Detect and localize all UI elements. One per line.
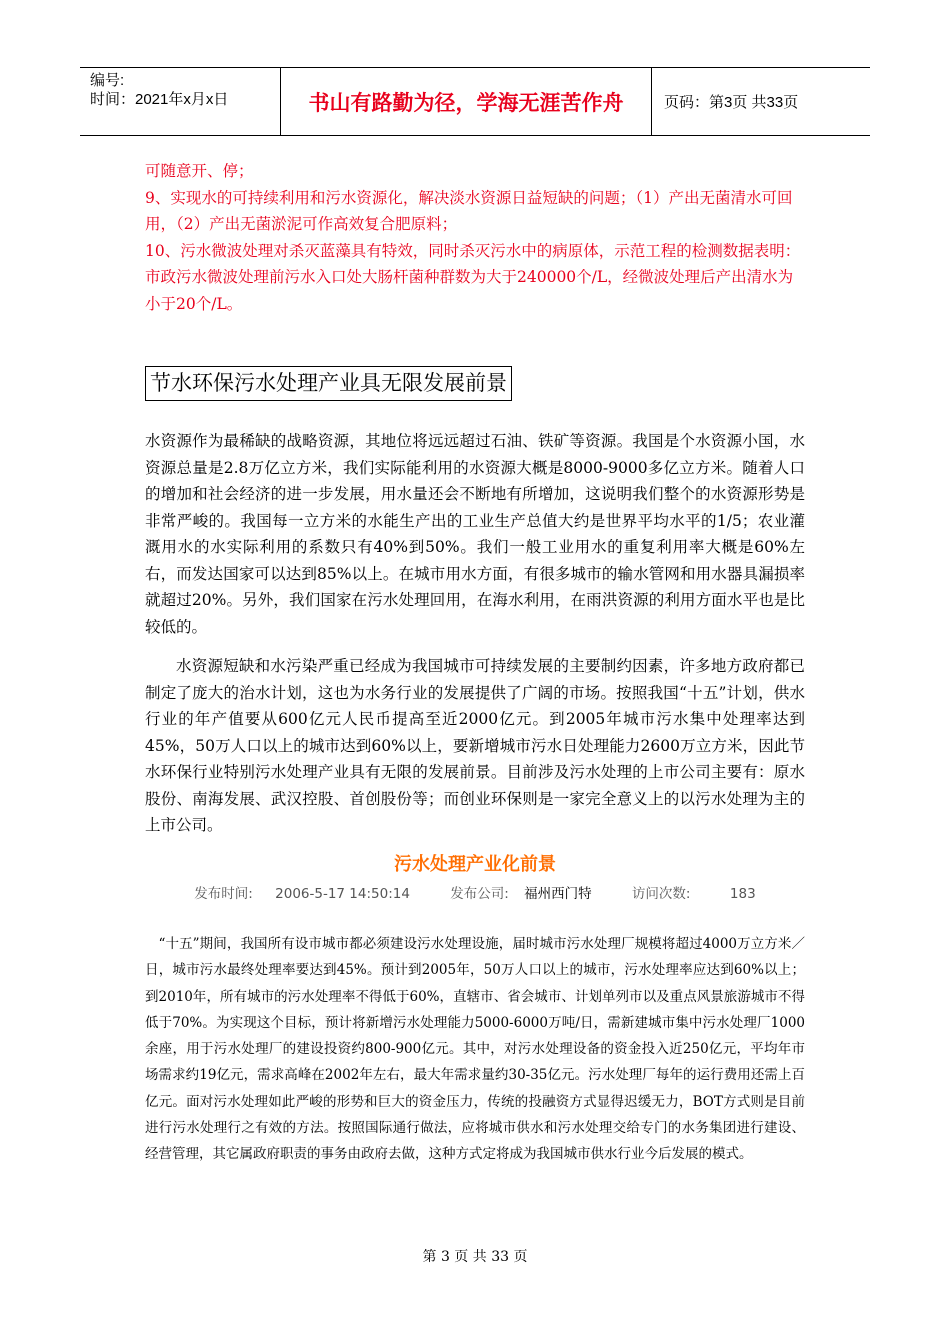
article-title: 污水处理产业化前景 bbox=[394, 854, 556, 875]
paragraph-text: 水资源作为最稀缺的战略资源，其地位将远远超过石油、铁矿等资源。我国是个水资源小国，水资源总量是2.8万亿立方米，我们实际能利用的水资源大概是8000-9000多亿立方米。随着人口的增加和社会经济的进一步发展，用水量还会不断地有所增加，这说明我们整个的水资源形势是非常严峻的。我国每一立方米的水能生产出的工业生产总值大约是世界平均水平的1/5；农业灌溉用水的水实际利用的系数只有40%到50%。我们一般工业用水的重复利用率大概是60%左右，而发达国家可以达到85%以上。在城市用水方面，有很多城市的输水管网和用水器具漏损率就超过20%。另外，我们国家在污水处理回用，在海水利用，在雨洪资源的利用方面水平也是比较低的。 bbox=[145, 432, 805, 636]
publisher-label: 发布公司: bbox=[450, 886, 509, 902]
section-heading: 节水环保污水处理产业具无限发展前景 bbox=[145, 366, 512, 401]
publish-time bbox=[185, 886, 419, 902]
red-list-item: 9、实现水的可持续利用和污水资源化，解决淡水资源日益短缺的问题；（1）产出无菌清水可回用，（2）产出无菌淤泥可作高效复合肥原料； bbox=[145, 188, 793, 233]
header-time: 时间：2021年x月x日 bbox=[90, 91, 229, 108]
visits-label: 访问次数: bbox=[631, 886, 691, 902]
paragraph-text: 水资源短缺和水污染严重已经成为我国城市可持续发展的主要制约因素，许多地方政府都已制定了庞大的治水计划，这也为水务行业的发展提供了广阔的市场。按照我国“十五”计划，供水行业的年产值要从600亿元人民币提高至近2000亿元。到2005年城市污水集中处理率达到45%，50万人口以上的城市达到60%以上，要新增城市污水日处理能力2600万立方米，因此节水环保行业特别污水处理产业具有无限的发展前景。目前涉及污水处理的上市公司主要有：原水股份、南海发展、武汉控股、首创股份等；而创业环保则是一家完全意义上的以污水处理为主的上市公司。 bbox=[145, 657, 805, 834]
body-paragraph bbox=[145, 428, 805, 640]
red-list-item: 10、污水微波处理对杀灭蓝藻具有特效，同时杀灭污水中的病原体，示范工程的检测数据表明：市政污水微波处理前污水入口处大肠杆菌种群数为大于240000个/L，经微波处理后产出清水为小于20个/L。 bbox=[145, 241, 801, 313]
header-meta bbox=[80, 68, 280, 135]
publish-time-value: 2006-5-17 14:50:14 bbox=[275, 886, 410, 902]
body-paragraph bbox=[145, 653, 805, 839]
publish-time-label: 发布时间: bbox=[194, 886, 253, 902]
page-footer: 第 3 页 共 33 页 bbox=[422, 1249, 528, 1265]
publisher-value: 福州西门特 bbox=[524, 886, 592, 902]
red-list-item: 可随意开、停； bbox=[145, 162, 254, 180]
article-paragraph: “十五”期间，我国所有设市城市都必须建设污水处理设施，届时城市污水处理厂规模将超过4000万立方米／日，城市污水最终处理率要达到45%。预计到2005年，50万人口以上的城市，污水处理率应达到60%以上；到2010年，所有城市的污水处理率不得低于60%，直辖市、省会城市、计划单列市以及重点风景旅游城市不得低于70%。为实现这个目标，预计将新增污水处理能力5000-6000万吨/日，需新建城市集中污水处理厂1000余座，用于污水处理厂的建设投资约800-900亿元。其中，对污水处理设备的资金投入近250亿元，平均年市场需求约19亿元，需求高峰在2002年左右，最大年需求量约30-35亿元。污水处理厂每年的运行费用还需上百亿元。面对污水处理如此严峻的形势和巨大的资金压力，传统的投融资方式显得迟缓无力，BOT方式则是目前进行污水处理行之有效的方法。按照国际通行做法，应将城市供水和污水处理交给专门的水务集团进行建设、经营管理，其它属政府职责的事务由政府去做，这种方式定将成为我国城市供水行业今后发展的模式。 bbox=[145, 936, 805, 1163]
publisher bbox=[441, 886, 600, 902]
visits bbox=[623, 886, 765, 902]
red-feature-list bbox=[145, 158, 805, 317]
header-page-info: 页码：第3页 共33页 bbox=[664, 94, 799, 111]
header-number-label: 编号: bbox=[90, 72, 125, 89]
page-header bbox=[80, 67, 870, 136]
header-motto: 书山有路勤为径，学海无涯苦作舟 bbox=[280, 68, 652, 135]
article-meta bbox=[145, 882, 805, 902]
visits-value: 183 bbox=[729, 886, 756, 902]
article-body bbox=[145, 931, 805, 1168]
